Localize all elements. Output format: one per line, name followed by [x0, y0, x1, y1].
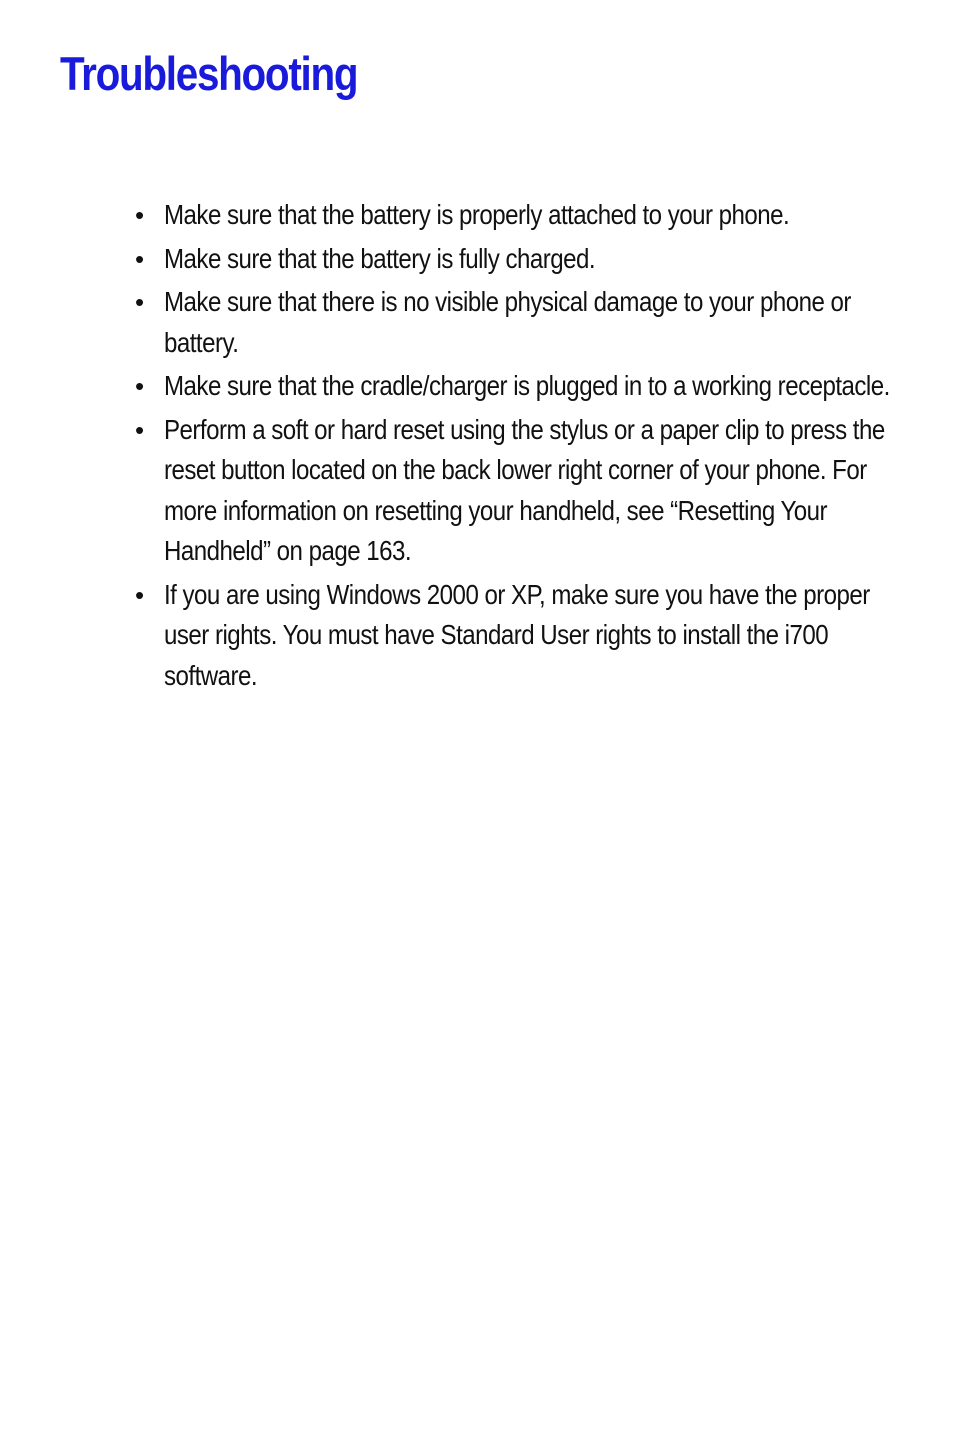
list-item-text: If you are using Windows 2000 or XP, make sure you have the proper user rights. You must have Standard User rights to install the i700 software. [164, 578, 870, 691]
list-item-text: Make sure that the battery is fully charged. [164, 242, 596, 274]
bullet-icon: • [135, 287, 144, 317]
list-item-text: Perform a soft or hard reset using the stylus or a paper clip to press the reset button located on the back lower right corner of your phone. For more information on resetting your handheld, see “Resetting Your Handheld” on page 163. [164, 413, 885, 566]
list-item-text: Make sure that the battery is properly attached to your phone. [164, 199, 790, 230]
bullet-icon: • [135, 243, 144, 274]
bullet-icon: • [135, 414, 144, 445]
list-item-text: Make sure that there is no visible physical damage to your phone or battery. [164, 286, 851, 358]
bullet-icon: • [135, 579, 144, 610]
page-title: Troubleshooting [60, 47, 358, 100]
bullet-icon: • [135, 200, 144, 230]
list-item [135, 239, 915, 280]
list-item [135, 366, 915, 407]
bullet-icon: • [135, 371, 144, 401]
list-item [135, 410, 915, 572]
list-item [135, 282, 915, 363]
list-item [135, 195, 915, 236]
list-item [135, 575, 915, 697]
troubleshooting-list [135, 195, 915, 699]
list-item-text: Make sure that the cradle/charger is plugged in to a working receptacle. [164, 370, 890, 401]
